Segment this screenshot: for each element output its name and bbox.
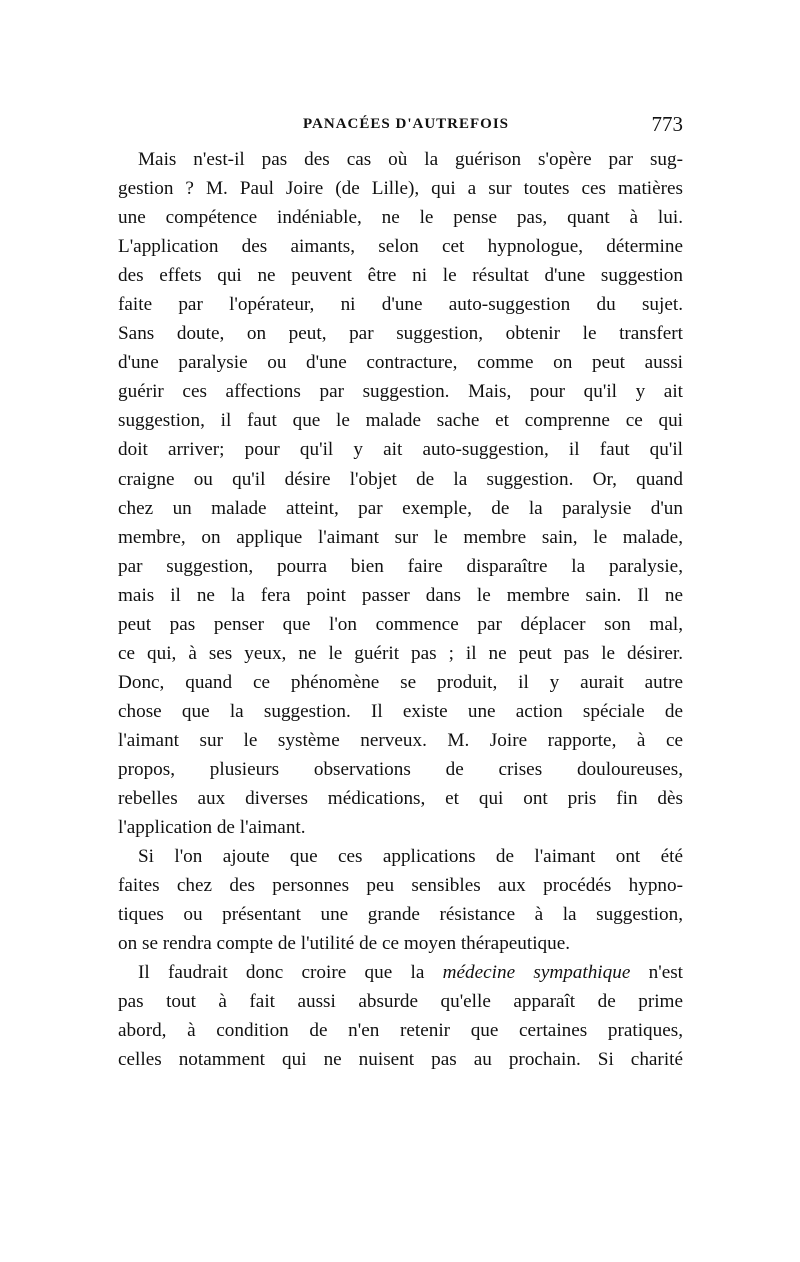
- text-line: suggestion, il faut que le malade sache et comprenne ce qui: [118, 410, 683, 432]
- text-line: membre, on applique l'aimant sur le membre sain, le malade,: [118, 526, 683, 548]
- running-title: PANACÉES D'AUTREFOIS: [303, 116, 509, 132]
- text-line: pas tout à fait aussi absurde qu'elle apparaît de prime: [118, 991, 683, 1013]
- text-line-with-emphasis: [118, 958, 683, 987]
- text-line: guérir ces affections par suggestion. Mais, pour qu'il y ait: [118, 381, 683, 403]
- body-text: [118, 145, 683, 1075]
- text-line: tiques ou présentant une grande résistance à la suggestion,: [118, 904, 683, 926]
- text-line: l'application de l'aimant.: [118, 817, 306, 839]
- text-line: gestion ? M. Paul Joire (de Lille), qui a sur toutes ces matières: [118, 178, 683, 200]
- text-line: abord, à condition de n'en retenir que certaines pratiques,: [118, 1020, 683, 1042]
- page-number: 773: [651, 112, 683, 136]
- text-line: ce qui, à ses yeux, ne le guérit pas ; il ne peut pas le désirer.: [118, 642, 683, 664]
- text-line: celles notamment qui ne nuisent pas au prochain. Si charité: [118, 1049, 683, 1071]
- text-line: propos, plusieurs observations de crises douloureuses,: [118, 758, 683, 780]
- text-line: faites chez des personnes peu sensibles aux procédés hypno-: [118, 875, 683, 897]
- text-line: des effets qui ne peuvent être ni le résultat d'une suggestion: [118, 265, 683, 287]
- text-line: chez un malade atteint, par exemple, de la paralysie d'un: [118, 497, 683, 519]
- text-line: chose que la suggestion. Il existe une action spéciale de: [118, 700, 683, 722]
- page-header: [118, 112, 683, 144]
- text-line: on se rendra compte de l'utilité de ce moyen thérapeutique.: [118, 933, 571, 955]
- text-line: une compétence indéniable, ne le pense pas, quant à lui.: [118, 207, 683, 229]
- text-line: peut pas penser que l'on commence par déplacer son mal,: [118, 613, 683, 635]
- text-line: d'une paralysie ou d'une contracture, comme on peut aussi: [118, 352, 683, 374]
- text-line: Si l'on ajoute que ces applications de l'aimant ont été: [138, 846, 683, 868]
- text-line: doit arriver; pour qu'il y ait auto-suggestion, il faut qu'il: [118, 439, 683, 461]
- text-line: l'aimant sur le système nerveux. M. Joire rapporte, à ce: [118, 729, 683, 751]
- text-line: Donc, quand ce phénomène se produit, il y aurait autre: [118, 671, 683, 693]
- text-line: L'application des aimants, selon cet hypnologue, détermine: [118, 236, 683, 258]
- text-fragment: Il faudrait donc croire que la: [138, 962, 443, 984]
- text-line: rebelles aux diverses médications, et qui ont pris fin dès: [118, 788, 683, 810]
- text-fragment: n'est: [630, 962, 684, 984]
- emphasized-text: médecine sympathique: [442, 962, 631, 984]
- text-line: Sans doute, on peut, par suggestion, obtenir le transfert: [118, 323, 683, 345]
- text-line: par suggestion, pourra bien faire disparaître la paralysie,: [118, 555, 683, 577]
- text-line: Mais n'est-il pas des cas où la guérison s'opère par sug-: [138, 149, 683, 170]
- text-line: mais il ne la fera point passer dans le membre sain. Il ne: [118, 584, 683, 606]
- text-line: craigne ou qu'il désire l'objet de la suggestion. Or, quand: [118, 468, 683, 490]
- text-line: faite par l'opérateur, ni d'une auto-suggestion du sujet.: [118, 294, 683, 316]
